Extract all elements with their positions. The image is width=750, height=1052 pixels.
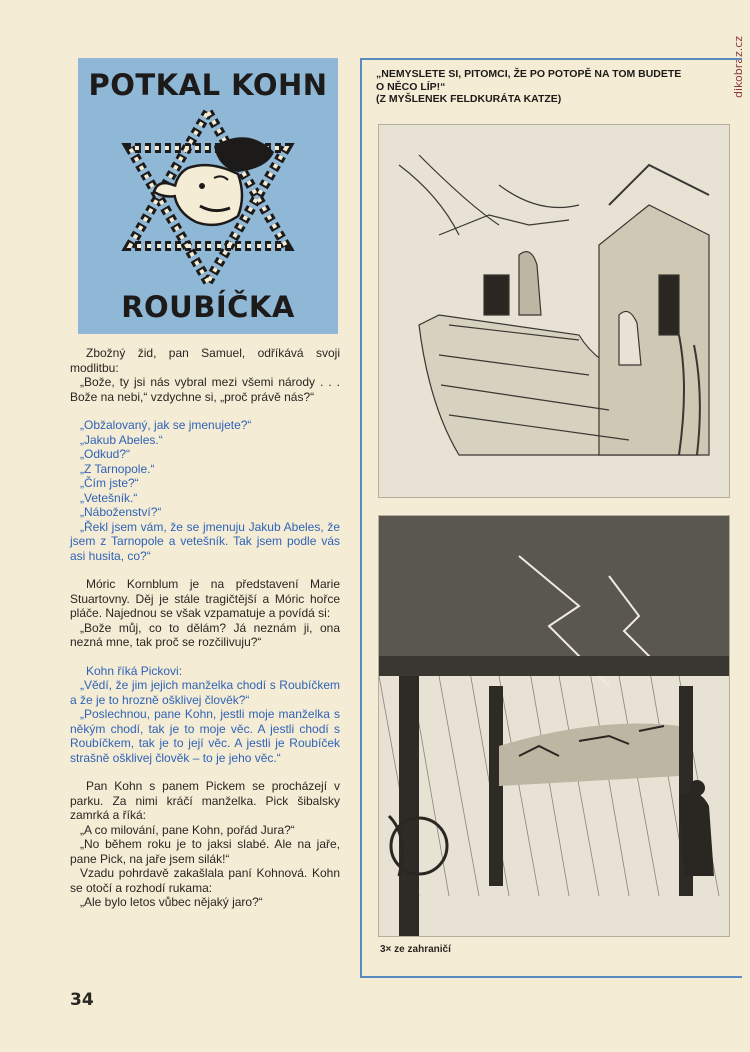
text-line: „No během roku je to jaksi slabé. Ale na jaře, pane Pick, na jaře jsem silák!“ — [70, 837, 340, 866]
joke-1 — [70, 346, 340, 404]
rain-cartoon — [378, 515, 730, 937]
page-number: 34 — [70, 990, 94, 1010]
caption-line: (Z MYŠLENEK FELDKURÁTA KATZE) — [376, 93, 562, 105]
caption-line: O NĚCO LÍP!“ — [376, 80, 446, 93]
text-line: „Odkud?“ — [80, 447, 131, 461]
joke-2 — [70, 418, 340, 563]
foreign-label: 3× ze zahraničí — [380, 944, 451, 955]
ark-cartoon — [378, 124, 730, 498]
star-caricature-illustration — [118, 106, 298, 288]
title-top: POTKAL KOHN — [88, 68, 328, 102]
cartoon-caption — [376, 68, 726, 106]
caption-line: „NEMYSLETE SI, PITOMCI, ŽE PO POTOPĚ NA TOM BUDETE — [376, 68, 682, 80]
jokes-column — [70, 346, 340, 924]
joke-5 — [70, 779, 340, 910]
rain-cartoon-drawing — [379, 516, 729, 936]
text-line: „Ale bylo letos vůbec nějaký jaro?“ — [80, 895, 263, 909]
text-line: „Vědí, že jim jejich manželka chodí s Roubíčkem a že je to hrozně ošklivej člověk?“ — [70, 678, 340, 707]
text-line: „Poslechnou, pane Kohn, jestli moje manželka s někým chodí, tak je to moje věc. A jestli chodí s Roubíčkem, tak je to její věc. A jestli je Roubíček strašně ošklivej člověk – to je jeho věc.“ — [70, 707, 340, 765]
watermark: dikobraz.cz — [732, 35, 745, 98]
text-line: „A co milování, pane Kohn, pořád Jura?“ — [80, 822, 295, 837]
text-line: „Bože můj, co to dělám? Já neznám ji, ona nezná mne, tak proč se rozčilivuju?“ — [70, 620, 340, 649]
text-line: „Vetešník.“ — [80, 490, 138, 505]
text-line: Zbožný žid, pan Samuel, odříkává svoji modlitbu: — [70, 346, 340, 375]
title-box — [78, 58, 338, 334]
text-line: „Čím jste?“ — [80, 476, 139, 490]
text-line: „Řekl jsem vám, že se jmenuju Jakub Abeles, že jsem z Tarnopole a vetešník. Tak jsem podle vás asi husita, co?“ — [70, 519, 340, 563]
ark-cartoon-drawing — [379, 125, 729, 497]
text-line: Kohn říká Pickovi: — [86, 663, 183, 678]
text-line: „Bože, ty jsi nás vybral mezi všemi národy . . . Bože na nebi,“ vzdychne si, „proč právě nás?“ — [70, 375, 340, 404]
text-line: Móric Kornblum je na představení Marie Stuartovny. Děj je stále tragičtější a Móric hořce pláče. Najednou se však vzpamatuje a povídá si: — [70, 577, 340, 620]
text-line: „Jakub Abeles.“ — [80, 432, 163, 447]
title-bottom: ROUBÍČKA — [121, 290, 295, 324]
text-line: „Obžalovaný, jak se jmenujete?“ — [80, 418, 252, 432]
text-line: „Z Tarnopole.“ — [80, 461, 155, 476]
text-line: Pan Kohn s panem Pickem se procházejí v parku. Za nimi kráčí manželka. Pick šibalsky zamrká a říká: — [70, 779, 340, 822]
joke-3 — [70, 577, 340, 650]
text-line: Vzadu pohrdavě zakašlala paní Kohnová. Kohn se otočí a rozhodí rukama: — [70, 866, 340, 895]
text-line: „Náboženství?“ — [80, 505, 162, 519]
joke-4 — [70, 664, 340, 766]
